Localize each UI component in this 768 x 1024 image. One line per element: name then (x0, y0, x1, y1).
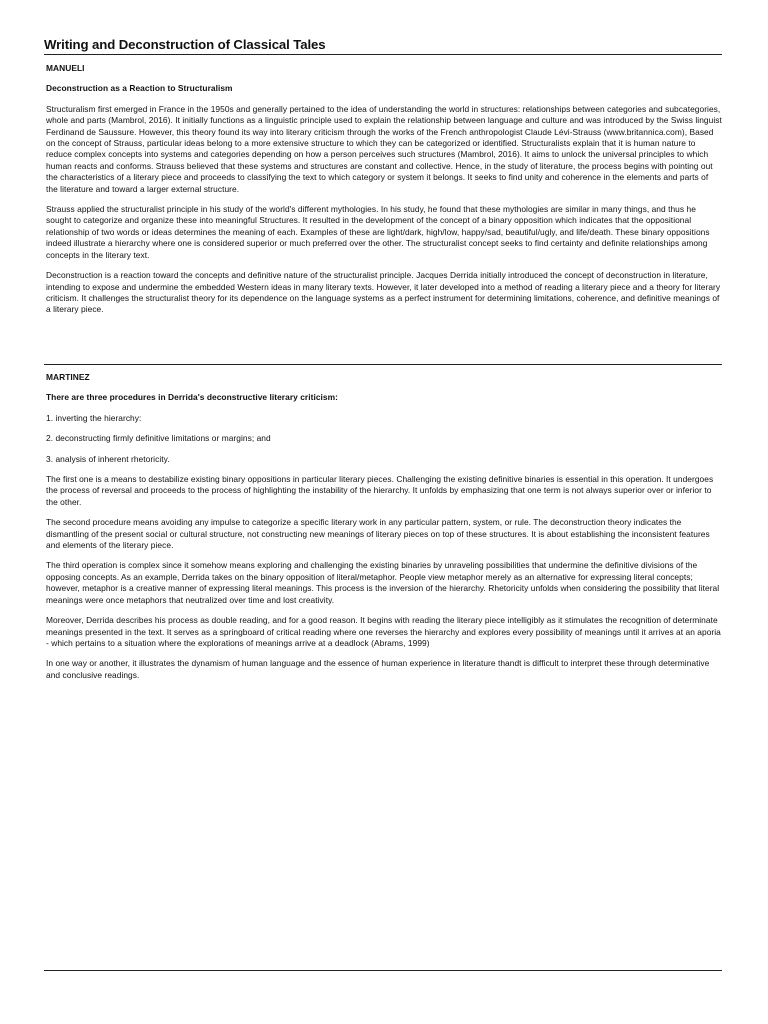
section-heading: Deconstruction as a Reaction to Structuralism (46, 83, 233, 94)
section-manueli (46, 63, 722, 325)
section-martinez (46, 372, 722, 690)
paragraph: Structuralism first emerged in France in the 1950s and generally pertained to the idea of understanding the world in structures: relationships between categories and subcategories, whole and parts (Mambrol, 2016). It initially functions as a linguistic principle used to explain the relationship between language and culture and was introduced by the Swiss linguist Ferdinand de Saussure. However, this theory found its way into literary criticism through the works of the French anthropologist Claude Lévi-Strauss (www.britannica.com), Based on the concept of Strauss, particular ideas belong to a more extensive structure to which they can be categorized or identified. Structuralists explain that it is human nature to reduce complex concepts into systems and categories depending on how a person perceives such structures (Mambrol, 2016). It aims to unlock the universal principles to which human reacts and conforms. Strauss believed that these systems and structures are constant and collective. Hence, in the study of literature, the process begins with pointing out the characteristics of a literary piece and proceeds to classifying the text to which category or system it belongs. It seeks to find unity and coherence in the elements and parts of the literature and toward a larger external structure. (46, 103, 722, 194)
paragraph: In one way or another, it illustrates the dynamism of human language and the essence of human experience in literature thandt is difficult to interpret these through determinative and conclusive readings. (46, 658, 710, 680)
section-author: MANUELI (46, 63, 85, 73)
document-title: Writing and Deconstruction of Classical Tales (44, 37, 326, 52)
section-author: MARTINEZ (46, 372, 90, 382)
procedure-item: 3. analysis of inherent rhetoricity. (46, 453, 170, 464)
paragraph: The third operation is complex since it somehow means exploring and challenging the existing binaries by unraveling possibilities that undermine the definitive divisions of the opposing concepts. As an example, Derrida takes on the binary opposition of literal/metaphor. People view metaphor merely as an alternative for expressing literal concepts; however, metaphor is a creative manner of expressing literal meanings. This process is the inversion of the hierarchy. Rhetoricity unfolds when considering the possibility that literal meanings were once metaphors that neutralized over time and lost creativity. (46, 560, 720, 605)
paragraph: Strauss applied the structuralist principle in his study of the world's different mythologies. In his study, he found that these mythologies are similar in many things, and thus he sought to categorize and organize these into meaningful Structures. It resulted in the development of the concept of a binary opposition which indicates that the oppositional relationship of two words or ideas determines the meaning of each. Examples of these are light/dark, high/low, happy/sad, beautiful/ugly, and life/death. These binary oppositions indeed illustrate a hierarchy where one is considered superior or much preferred over the other. The structuralist concept seeks to find certainty and definite relationships among concepts in the literary text. (46, 204, 710, 260)
section-heading: There are three procedures in Derrida's deconstructive literary criticism: (46, 392, 338, 403)
paragraph: The second procedure means avoiding any impulse to categorize a specific literary work in any particular pattern, system, or rule. The deconstruction theory indicates the dismantling of the present social or cultural structure, not constructing new meanings of literary pieces on top of these structures. It is about establishing the inconsistent features and elements of the literary piece. (46, 517, 710, 551)
paragraph: Moreover, Derrida describes his process as double reading, and for a good reason. It begins with reading the literary piece intelligibly as it stimulates the recognition of determinate meanings presented in the text. It serves as a springboard of critical reading where one reverses the hierarchy and explores every possibility of meanings until it arrives at an aporia - which pertains to a situation where the explorations of meanings arrive at a deadlock (Abrams, 1999) (46, 615, 721, 648)
procedure-item: 1. inverting the hierarchy: (46, 412, 142, 423)
paragraph: The first one is a means to destabilize existing binary oppositions in particular literary pieces. Challenging the existing definitive binaries is essential in this operation. It undergoes the process of reversal and proceeds to the process of highlighting the instability of the hierarchy. It unfolds by emphasizing that one term is not always superior over or inferior to the other. (46, 474, 714, 507)
procedure-item: 2. deconstructing firmly definitive limitations or margins; and (46, 433, 271, 444)
paragraph: Deconstruction is a reaction toward the concepts and definitive nature of the structuralist principle. Jacques Derrida initially introduced the concept of deconstruction in literature, intending to expose and undermine the embedded Western ideas in many literary texts. However, it later developed into a method of reading a literary piece and a theory for literary criticism. It challenges the structuralist theory for its dependence on the language systems as a perfect instrument for determining limitations, coherence, and definitive meanings of a literary piece. (46, 270, 721, 315)
title-divider (44, 54, 722, 55)
footer-divider (44, 970, 722, 971)
section-divider (44, 364, 722, 365)
